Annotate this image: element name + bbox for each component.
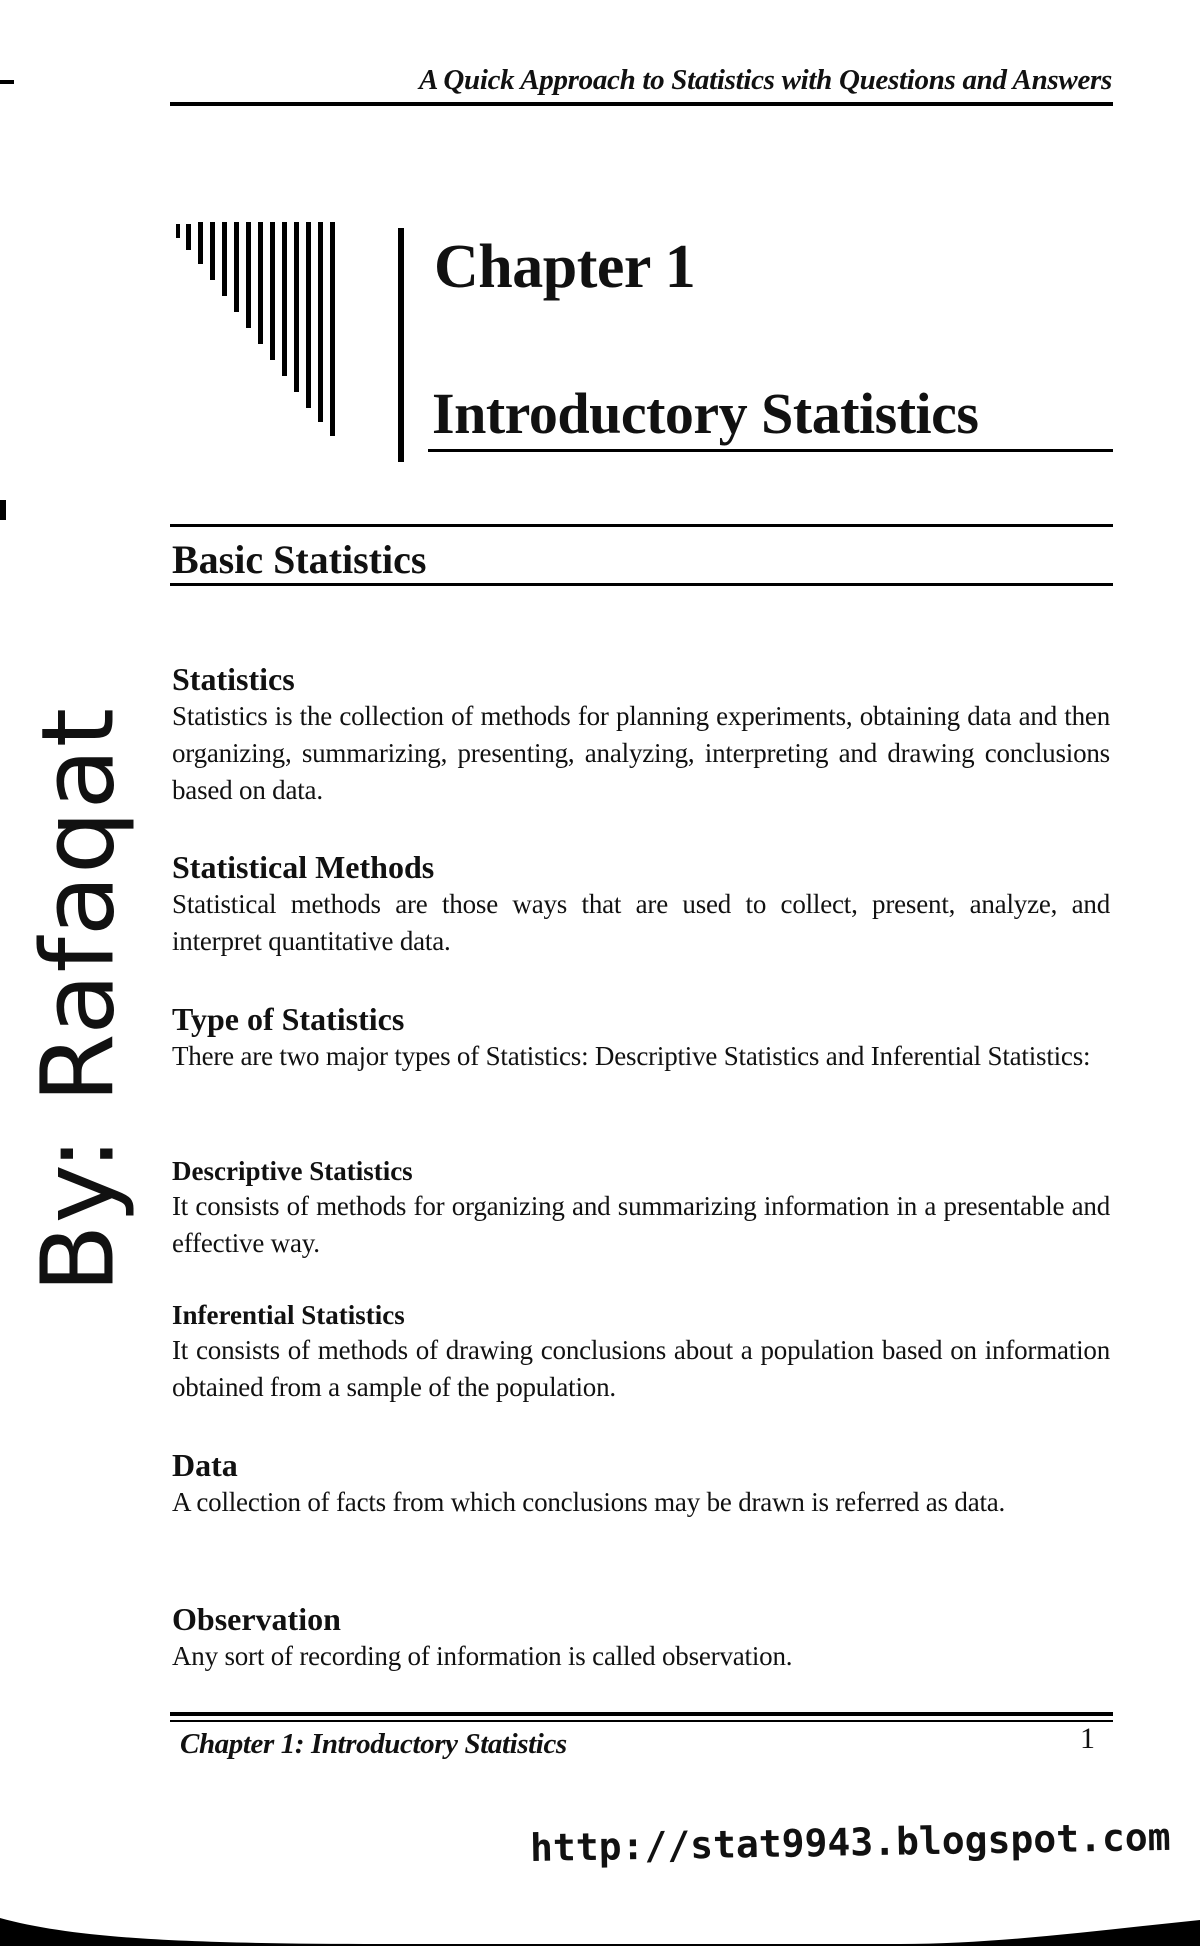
- ornament-bar: [186, 224, 191, 250]
- definition-data: [172, 1446, 1110, 1521]
- definition-observation: [172, 1600, 1110, 1675]
- definition-text: Statistics is the collection of methods for planning experiments, obtaining data and then organizing, summarizing, presenting, analyzing, interpreting and drawing conclusions based on data.: [172, 701, 1110, 805]
- ornament-bar: [318, 222, 323, 422]
- ornament-bar: [330, 222, 335, 436]
- section-rule-top: [170, 524, 1113, 527]
- definition-term: Descriptive Statistics: [172, 1156, 413, 1186]
- definition-inferential-statistics: [172, 1298, 1110, 1406]
- section-title: Basic Statistics: [172, 537, 427, 582]
- ornament-bar: [258, 222, 263, 344]
- ornament-bar: [222, 222, 227, 296]
- chapter-number: Chapter 1: [434, 233, 696, 301]
- chapter-title-rule: [428, 449, 1113, 452]
- definition-descriptive-statistics: [172, 1154, 1110, 1262]
- ornament-bar: [270, 222, 275, 360]
- ornament-bar: [306, 222, 311, 408]
- definition-text: Statistical methods are those ways that are used to collect, present, analyze, and interpret quantitative data.: [172, 889, 1110, 956]
- scan-artifact: [0, 80, 14, 84]
- definition-statistical-methods: [172, 848, 1110, 960]
- ornament-bar: [198, 222, 203, 264]
- footer-rule: [170, 1712, 1113, 1716]
- definition-term: Observation: [172, 1601, 341, 1637]
- scan-bottom-edge-path: [0, 1918, 1200, 1946]
- definition-text: It consists of methods for organizing and summarizing information in a presentable and effective way.: [172, 1191, 1110, 1258]
- chapter-ornament: [172, 222, 412, 462]
- ornament-bar: [246, 222, 251, 328]
- section-rule-bottom: [170, 583, 1113, 586]
- footer-chapter-label: Chapter 1: Introductory Statistics: [180, 1728, 567, 1760]
- definition-term: Inferential Statistics: [172, 1300, 405, 1330]
- definition-text: It consists of methods of drawing conclusions about a population based on information obtained from a sample of the population.: [172, 1335, 1110, 1402]
- ornament-bar: [282, 222, 287, 376]
- running-header: A Quick Approach to Statistics with Questions and Answers: [418, 64, 1112, 96]
- definition-term: Statistical Methods: [172, 849, 435, 885]
- ornament-bar: [398, 228, 404, 462]
- scan-artifact: [0, 500, 6, 520]
- definition-text: Any sort of recording of information is called observation.: [172, 1641, 793, 1671]
- definition-term: Type of Statistics: [172, 1001, 405, 1037]
- definition-term: Data: [172, 1447, 238, 1483]
- blog-url: http://stat9943.blogspot.com: [529, 1814, 1171, 1870]
- definition-text: There are two major types of Statistics: Descriptive Statistics and Inferential Statistics:: [172, 1041, 1091, 1071]
- ornament-bar: [294, 222, 299, 392]
- definition-term: Statistics: [172, 661, 295, 697]
- footer-rule-thin: [170, 1720, 1113, 1722]
- header-rule: [170, 102, 1113, 106]
- definition-type-of-statistics: [172, 1000, 1110, 1075]
- ornament-bar: [234, 222, 239, 312]
- watermark: By: Rafaqat: [19, 707, 137, 1293]
- ornament-bar: [176, 224, 180, 238]
- definition-text: A collection of facts from which conclusions may be drawn is referred as data.: [172, 1487, 1006, 1517]
- scan-bottom-edge: [0, 1900, 1200, 1946]
- ornament-bar: [210, 222, 215, 280]
- page-number: 1: [1080, 1722, 1095, 1755]
- chapter-title: Introductory Statistics: [432, 381, 979, 446]
- definition-statistics: [172, 660, 1110, 809]
